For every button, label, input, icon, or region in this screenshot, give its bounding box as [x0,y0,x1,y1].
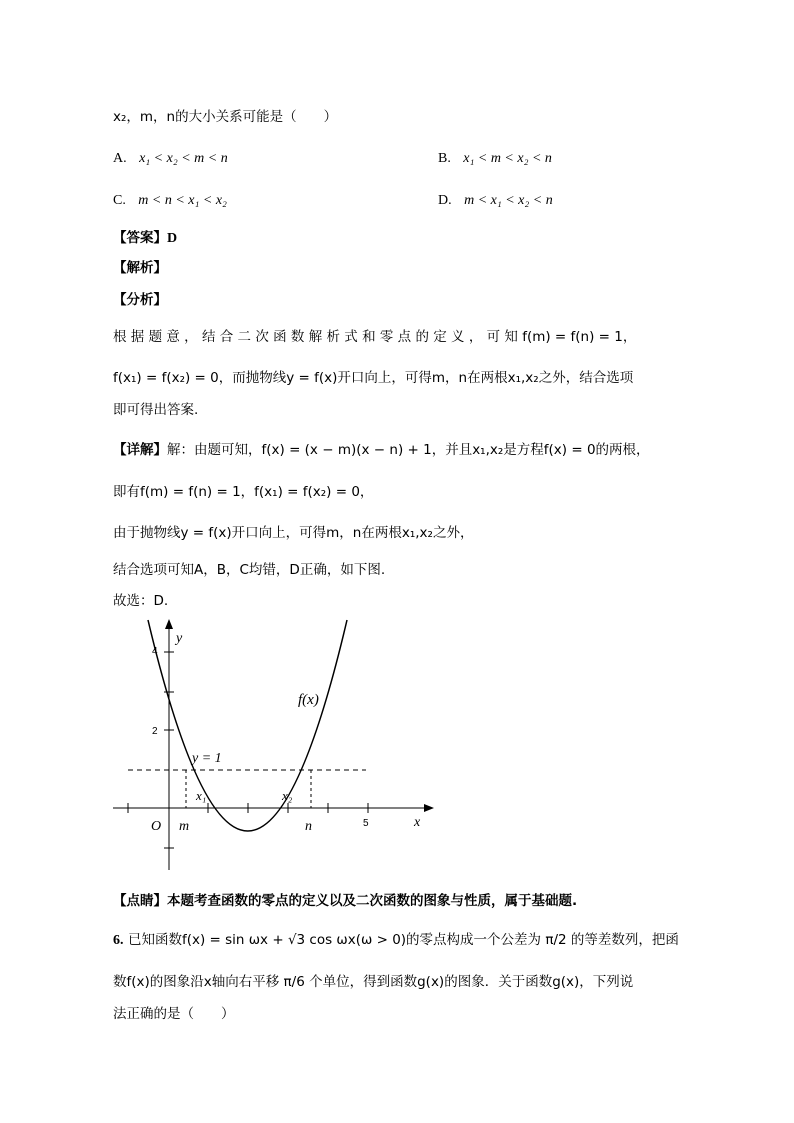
dianjing-line: 【点睛】本题考查函数的零点的定义以及二次函数的图象与性质，属于基础题. [113,893,578,909]
fenxi-line-3: 即可得出答案. [113,402,199,418]
question-stem-end: x₂，m，n的大小关系可能是（ ） [113,109,338,125]
q6-line-2: 数f(x)的图象沿x轴向右平移 π/6 个单位，得到函数g(x)的图象．关于函数g(x)，下列说 [113,974,634,990]
answer-line: 【答案】D [113,230,178,246]
x1-label: x₁ [196,788,207,803]
option-b: B. x₁ < m < x₂ < n [438,151,552,166]
xiangjie-line-1: 【详解】解：由题可知，f(x) = (x − m)(x − n) + 1，并且x₁,x₂是方程f(x) = 0的两根， [113,442,650,458]
option-c: C. m < n < x₁ < x₂ [113,193,227,208]
xiangjie-line-3: 由于抛物线y = f(x)开口向上，可得m，n在两根x₁,x₂之外， [113,525,474,541]
x2-label: x₂ [282,788,293,803]
tick-label-4: 4 [152,646,158,657]
option-a: A. x₁ < x₂ < m < n [113,151,228,166]
tick-label-2: 2 [152,726,158,737]
parabola-graph [108,612,448,882]
q6-line-1: 6. 已知函数f(x) = sin ωx + √3 cos ωx(ω > 0)的零点构成一个公差为 π/2 的等差数列，把函 [113,932,679,948]
y-axis-label: y [176,631,183,646]
analysis-tag: 【解析】 [113,260,167,276]
option-d: D. m < x₁ < x₂ < n [438,193,553,208]
xiangjie-line-2: 即有f(m) = f(n) = 1，f(x₁) = f(x₂) = 0， [113,484,374,500]
xiangjie-line-4: 结合选项可知A，B，C均错，D正确，如下图. [113,562,386,578]
m-label: m [179,819,190,834]
fenxi-tag: 【分析】 [113,292,167,308]
fenxi-line-2: f(x₁) = f(x₂) = 0，而抛物线y = f(x)开口向上，可得m，n在两根x₁,x₂之外，结合选项 [113,370,634,386]
origin-label: O [151,819,162,834]
y1-label: y = 1 [192,751,222,766]
fenxi-line-1: 根 据 题 意 ， 结 合 二 次 函 数 解 析 式 和 零 点 的 定 义 ， 可 知 f(m) = f(n) = 1， [113,329,637,345]
curve-label: f(x) [298,692,319,708]
x-axis-label: x [414,815,421,830]
choose-line: 故选：D. [113,593,169,609]
n-label: n [305,819,312,834]
tick-label-5: 5 [363,818,369,829]
parabola-curve [148,620,347,831]
q6-line-3: 法正确的是（ ） [113,1006,235,1022]
